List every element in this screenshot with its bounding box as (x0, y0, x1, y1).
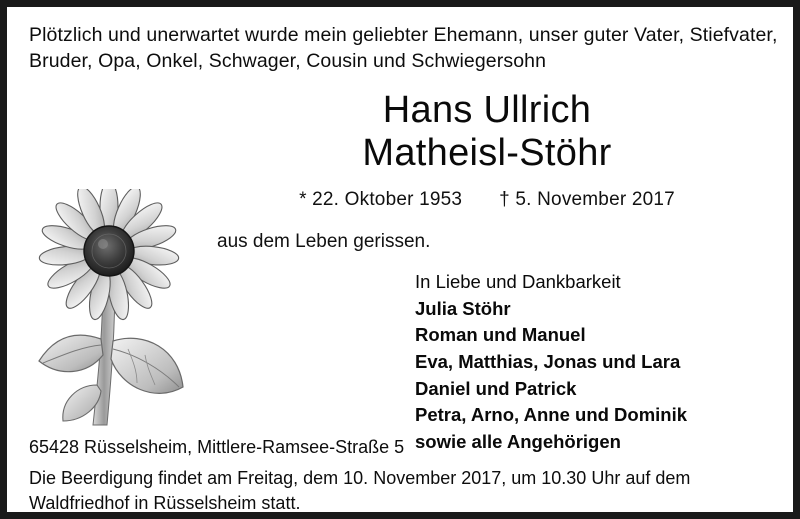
funeral-line-1: Die Beerdigung findet am Freitag, dem 10. November 2017, um 10.30 Uhr auf dem (29, 468, 691, 489)
footer-block (29, 435, 775, 515)
notice-inner (7, 7, 793, 512)
survivor-name: Petra, Arno, Anne und Dominik (415, 404, 688, 426)
birth-date: * 22. Oktober 1953 (299, 189, 463, 210)
name-line-first: Hans Ullrich (382, 89, 592, 131)
name-line-last: Matheisl-Stöhr (362, 131, 612, 174)
address-line: 65428 Rüsselsheim, Mittlere-Ramsee-Straße 5 (29, 437, 405, 457)
survivor-name: Julia Stöhr (415, 297, 511, 319)
funeral-line-2: Waldfriedhof in Rüsselsheim statt. (29, 492, 301, 513)
death-date: † 5. November 2017 (499, 189, 675, 210)
survivor-name: Eva, Matthias, Jonas und Lara (415, 350, 681, 372)
deceased-name (187, 89, 787, 175)
survivor-name: Daniel und Patrick (415, 377, 577, 399)
intro-text (29, 23, 778, 75)
life-dates (187, 189, 787, 211)
survivors-block (415, 269, 687, 455)
intro-line-2: Bruder, Opa, Onkel, Schwager, Cousin und Schwiegersohn (29, 49, 547, 72)
survivor-name: Roman und Manuel (415, 324, 586, 346)
survivor-name: sowie alle Angehörigen (415, 430, 621, 452)
sunflower-icon (33, 189, 193, 429)
intro-line-1: Plötzlich und unerwartet wurde mein geliebter Ehemann, unser guter Vater, Stiefvater, (29, 24, 778, 46)
torn-from-life-text: aus dem Leben gerissen. (217, 231, 431, 252)
survivors-lede: In Liebe und Dankbarkeit (415, 271, 621, 292)
